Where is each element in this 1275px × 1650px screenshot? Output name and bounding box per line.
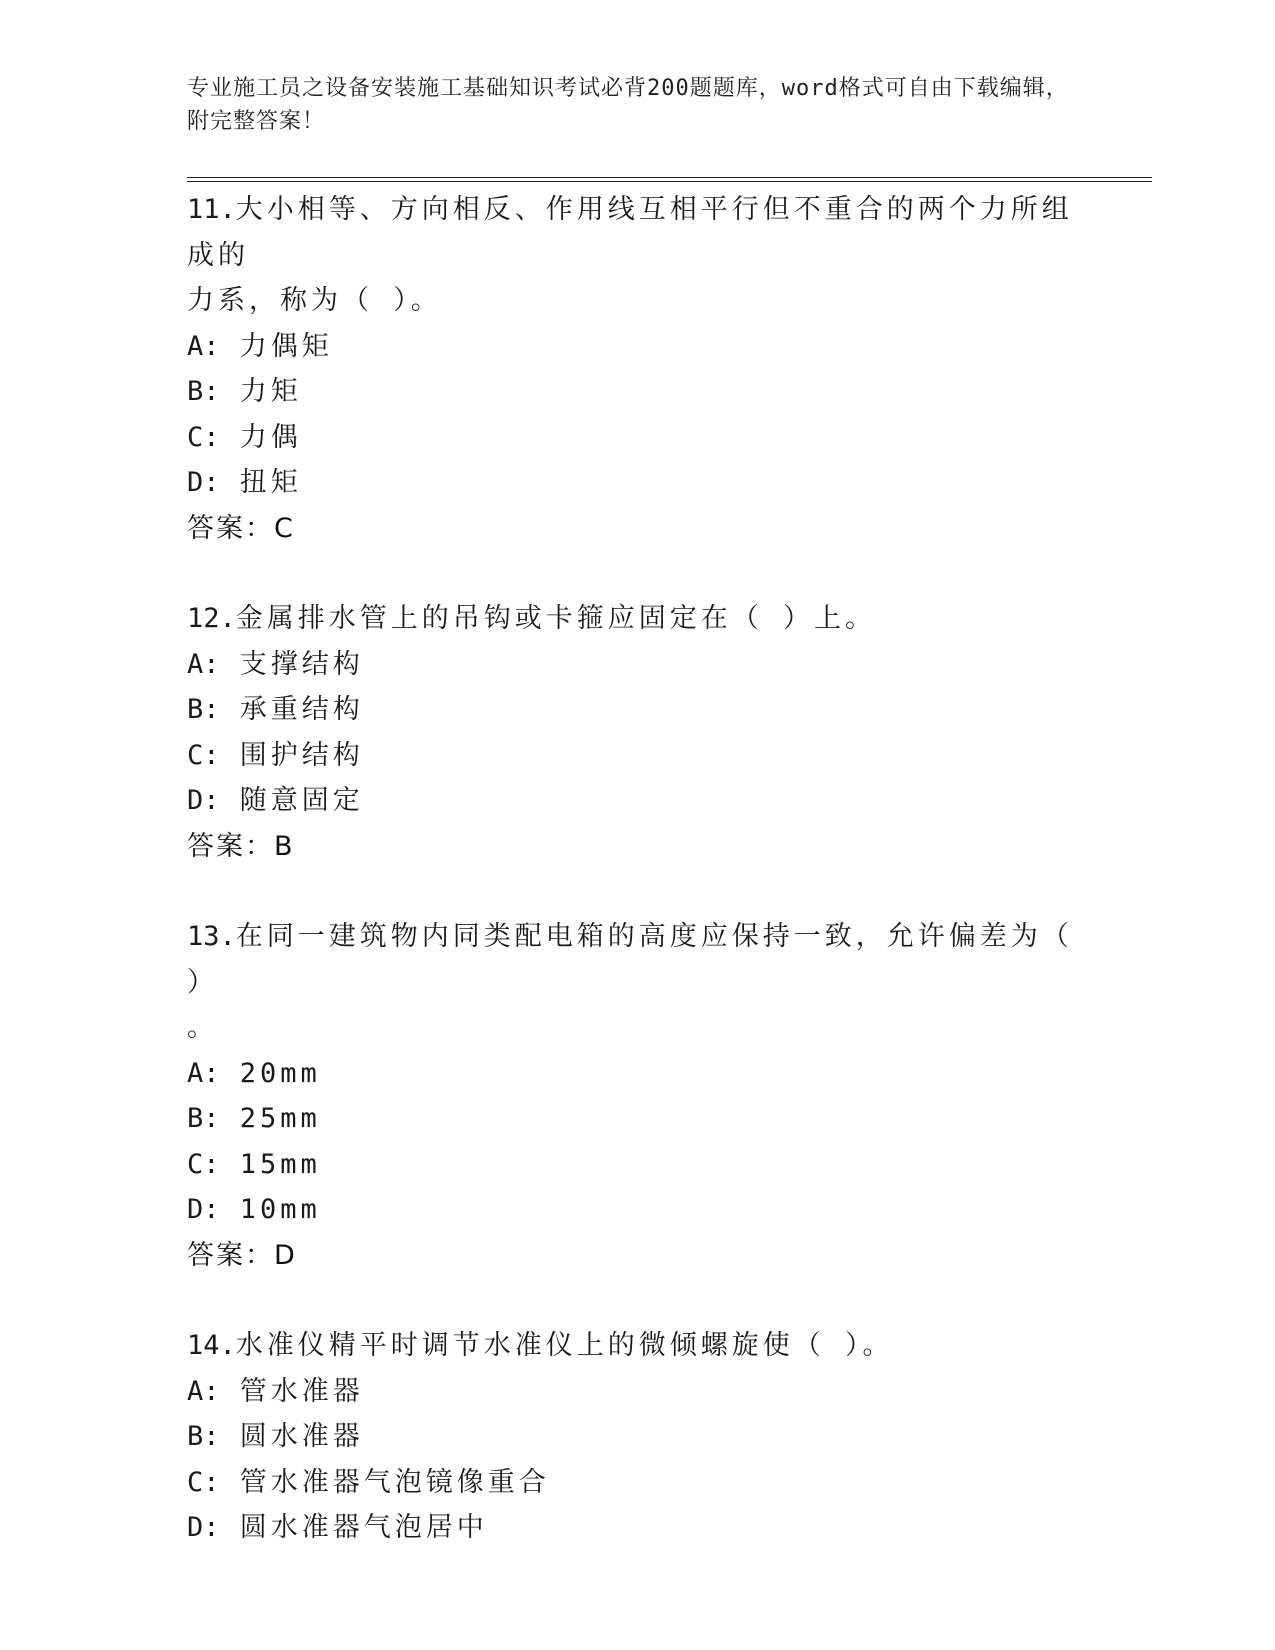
document-header: 专业施工员之设备安装施工基础知识考试必背200题题库，word格式可自由下载编辑，附完整答案！	[187, 76, 1069, 134]
option-d	[187, 1505, 1087, 1551]
option-key: B:	[187, 1421, 220, 1452]
option-text: 支撑结构	[239, 648, 364, 680]
option-text: 围护结构	[239, 739, 364, 771]
option-text: 承重结构	[239, 694, 364, 725]
option-c	[187, 415, 1087, 461]
answer-label: 答案：	[187, 1239, 274, 1271]
question-number: 11.	[187, 194, 236, 225]
option-text: 圆水准器气泡居中	[239, 1512, 488, 1543]
question-number: 14.	[187, 1330, 236, 1361]
answer-line	[187, 1233, 1087, 1279]
question-list	[187, 187, 1087, 1551]
option-a	[187, 1051, 1087, 1097]
option-key: B:	[187, 1103, 220, 1134]
spacer	[187, 869, 1087, 914]
option-text: 随意固定	[239, 785, 364, 816]
question-stem-line: 大小相等、方向相反、作用线互相平行但不重合的两个力所组成的	[187, 194, 1073, 271]
option-text: 力偶	[239, 421, 302, 453]
question-11	[187, 187, 1087, 551]
answer-label: 答案：	[187, 830, 274, 862]
option-b	[187, 369, 1087, 415]
question-stem-line: 金属排水管上的吊钩或卡箍应固定在（ ）上。	[235, 603, 877, 634]
question-stem-line: 力系，称为（ ）。	[187, 285, 442, 316]
answer-value: B	[274, 830, 293, 862]
option-a	[187, 324, 1087, 370]
option-text: 25mm	[239, 1103, 321, 1134]
option-key: A:	[187, 330, 220, 362]
option-a	[187, 1369, 1087, 1415]
question-13	[187, 914, 1087, 1278]
option-text: 15mm	[239, 1148, 321, 1180]
question-number: 13.	[187, 921, 236, 952]
option-d	[187, 778, 1087, 824]
option-text: 扭矩	[239, 467, 302, 498]
option-a	[187, 642, 1087, 688]
option-d	[187, 460, 1087, 506]
option-text: 10mm	[239, 1194, 321, 1225]
option-key: A:	[187, 648, 220, 680]
option-b	[187, 1096, 1087, 1142]
option-key: A:	[187, 1057, 220, 1089]
answer-line	[187, 506, 1087, 552]
option-text: 圆水准器	[239, 1421, 364, 1452]
option-key: D:	[187, 785, 220, 816]
option-c	[187, 1142, 1087, 1188]
question-number: 12.	[187, 603, 236, 634]
question-stem	[187, 187, 1087, 278]
question-stem-line: 水准仪精平时调节水准仪上的微倾螺旋使（ ）。	[235, 1330, 894, 1361]
question-14	[187, 1323, 1087, 1551]
question-stem	[187, 596, 1087, 642]
option-key: C:	[187, 739, 220, 771]
option-d	[187, 1187, 1087, 1233]
option-key: A:	[187, 1375, 220, 1407]
option-text: 力矩	[239, 376, 302, 407]
option-text: 力偶矩	[239, 330, 333, 362]
question-stem	[187, 914, 1087, 1005]
option-text: 管水准器	[239, 1375, 364, 1407]
option-key: C:	[187, 1466, 220, 1498]
option-key: B:	[187, 376, 220, 407]
question-stem-line: 在同一建筑物内同类配电箱的高度应保持一致，允许偏差为（ ）	[187, 921, 1073, 998]
option-key: D:	[187, 467, 220, 498]
answer-label: 答案：	[187, 512, 274, 544]
question-stem-line: 。	[187, 1012, 218, 1043]
answer-value: D	[274, 1239, 295, 1271]
spacer	[187, 1278, 1087, 1323]
option-text: 20mm	[239, 1057, 321, 1089]
option-b	[187, 1414, 1087, 1460]
option-key: B:	[187, 694, 220, 725]
header-divider-top	[187, 177, 1152, 178]
option-key: C:	[187, 1148, 220, 1180]
answer-line	[187, 824, 1087, 870]
option-c	[187, 733, 1087, 779]
option-key: D:	[187, 1512, 220, 1543]
header-divider-bottom	[187, 181, 1152, 182]
option-b	[187, 687, 1087, 733]
option-key: D:	[187, 1194, 220, 1225]
spacer	[187, 551, 1087, 596]
answer-value: C	[274, 512, 293, 544]
question-12	[187, 596, 1087, 869]
option-c	[187, 1460, 1087, 1506]
option-key: C:	[187, 421, 220, 453]
question-stem	[187, 1323, 1087, 1369]
option-text: 管水准器气泡镜像重合	[239, 1466, 550, 1498]
